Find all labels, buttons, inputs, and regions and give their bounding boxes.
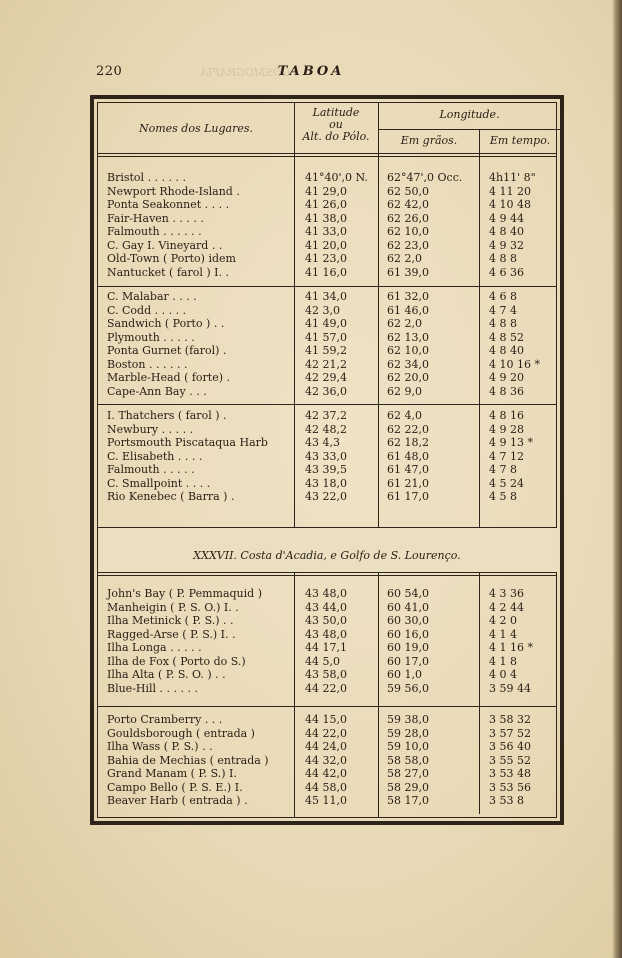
table-row — [98, 171, 560, 184]
longitude-time-value: 4 9 32 — [489, 238, 524, 252]
longitude-degrees-value: 60 41,0 — [387, 600, 429, 614]
longitude-degrees-value: 62 26,0 — [387, 211, 429, 225]
place-name: Falmouth . . . . . . — [107, 225, 202, 238]
place-name: Marble-Head ( forte) . — [107, 371, 231, 384]
place-name: Cape-Ann Bay . . . — [107, 384, 207, 398]
table-row — [98, 385, 560, 398]
longitude-degrees-value: 62°47',0 Occ. — [387, 171, 463, 184]
table-row — [98, 436, 560, 449]
place-name: Old-Town ( Porto) idem — [107, 252, 236, 265]
longitude-degrees-value: 59 10,0 — [387, 740, 429, 753]
latitude-value: 45 11,0 — [305, 794, 347, 807]
latitude-value: 43 48,0 — [305, 627, 347, 641]
place-name: Newbury . . . . . — [107, 422, 194, 436]
place-name: Newport Rhode-Island . — [107, 184, 240, 198]
place-name: C. Codd . . . . . — [107, 303, 187, 317]
latitude-value: 43 48,0 — [305, 587, 347, 600]
longitude-time-value: 3 53 48 — [489, 767, 531, 780]
longitude-time-value: 4 5 8 — [489, 490, 517, 503]
longitude-degrees-value: 60 16,0 — [387, 627, 429, 641]
table-row — [98, 767, 560, 780]
section-rule-bottom-double — [98, 575, 556, 576]
table-row — [98, 682, 560, 695]
longitude-degrees-value: 60 19,0 — [387, 641, 429, 654]
section-rule-bottom — [98, 572, 556, 573]
longitude-time-value: 3 56 40 — [489, 740, 531, 753]
place-name: Fair-Haven . . . . . — [107, 211, 204, 225]
latitude-value: 44 32,0 — [305, 753, 347, 767]
table-row — [98, 628, 560, 641]
latitude-value: 43 58,0 — [305, 668, 347, 681]
latitude-value: 42 21,2 — [305, 357, 347, 371]
table-row — [98, 450, 560, 463]
longitude-degrees-value: 62 10,0 — [387, 225, 429, 238]
place-name: Boston . . . . . . — [107, 357, 188, 371]
latitude-value: 42 3,0 — [305, 303, 340, 317]
longitude-degrees-value: 58 58,0 — [387, 753, 429, 767]
latitude-value: 42 37,2 — [305, 409, 347, 422]
table-row — [98, 727, 560, 740]
place-name: Beaver Harb ( entrada ) . — [107, 794, 248, 807]
place-name: John's Bay ( P. Pemmaquid ) — [107, 587, 262, 600]
place-name: Ragged-Arse ( P. S.) I. . — [107, 627, 236, 641]
bleed-through-text: COSMOGRAFIA — [200, 66, 291, 79]
longitude-time-value: 4 8 36 — [489, 384, 524, 398]
latitude-value: 44 58,0 — [305, 780, 347, 794]
longitude-degrees-value: 60 1,0 — [387, 668, 422, 681]
longitude-degrees-value: 60 17,0 — [387, 654, 429, 668]
latitude-value: 44 22,0 — [305, 726, 347, 740]
table-row — [98, 331, 560, 344]
place-name: C. Malabar . . . . — [107, 290, 197, 303]
latitude-value: 43 33,0 — [305, 449, 347, 463]
table-frame — [90, 95, 564, 825]
longitude-time-value: 3 58 32 — [489, 713, 531, 726]
header-latitude — [294, 107, 378, 143]
longitude-degrees-value: 61 39,0 — [387, 265, 429, 279]
latitude-value: 41°40',0 N. — [305, 171, 368, 184]
longitude-degrees-value: 62 34,0 — [387, 357, 429, 371]
table-row — [98, 198, 560, 211]
place-name: Ilha Alta ( P. S. O. ) . . — [107, 668, 226, 681]
latitude-value: 41 20,0 — [305, 238, 347, 252]
longitude-time-value: 4h11' 8" — [489, 171, 536, 184]
group-rule-1 — [98, 286, 556, 287]
place-name: Porto Cramberry . . . — [107, 713, 223, 726]
longitude-time-value: 4 8 52 — [489, 330, 524, 344]
latitude-value: 44 15,0 — [305, 713, 347, 726]
longitude-degrees-value: 62 10,0 — [387, 344, 429, 357]
longitude-time-value: 4 9 20 — [489, 371, 524, 384]
table-row — [98, 212, 560, 225]
group-rule-2 — [98, 404, 556, 405]
latitude-value: 41 33,0 — [305, 225, 347, 238]
longitude-time-value: 3 57 52 — [489, 726, 531, 740]
place-name: Rio Kenebec ( Barra ) . — [107, 490, 235, 503]
longitude-time-value: 4 6 36 — [489, 265, 524, 279]
table-inner-border — [97, 102, 557, 818]
table-row — [98, 290, 560, 303]
place-name: I. Thatchers ( farol ) . — [107, 409, 227, 422]
latitude-value: 41 34,0 — [305, 290, 347, 303]
latitude-value: 43 18,0 — [305, 476, 347, 490]
latitude-value: 44 5,0 — [305, 654, 340, 668]
longitude-time-value: 4 9 13 * — [489, 436, 533, 449]
longitude-time-value: 4 2 44 — [489, 600, 524, 614]
latitude-value: 44 22,0 — [305, 681, 347, 695]
longitude-time-value: 4 9 28 — [489, 422, 524, 436]
latitude-value: 41 49,0 — [305, 317, 347, 330]
place-name: C. Elisabeth . . . . — [107, 449, 203, 463]
latitude-value: 41 57,0 — [305, 330, 347, 344]
table-row — [98, 317, 560, 330]
header-rule-double — [98, 156, 556, 157]
table-row — [98, 358, 560, 371]
table-row — [98, 371, 560, 384]
longitude-degrees-value: 62 18,2 — [387, 436, 429, 449]
longitude-degrees-value: 61 32,0 — [387, 290, 429, 303]
longitude-degrees-value: 62 22,0 — [387, 422, 429, 436]
longitude-degrees-value: 59 38,0 — [387, 713, 429, 726]
table-row — [98, 601, 560, 614]
latitude-value: 42 36,0 — [305, 384, 347, 398]
latitude-value: 43 44,0 — [305, 600, 347, 614]
header-latitude-line1: Latitude — [312, 106, 360, 119]
longitude-degrees-value: 61 47,0 — [387, 463, 429, 476]
header-lon-time: Em tempo. — [489, 134, 551, 147]
longitude-time-value: 4 7 12 — [489, 449, 524, 463]
latitude-value: 43 39,5 — [305, 463, 347, 476]
place-name: Ponta Gurnet (farol) . — [107, 344, 227, 357]
table-row — [98, 490, 560, 503]
table-row — [98, 185, 560, 198]
longitude-time-value: 4 1 8 — [489, 654, 517, 668]
section-title: XXXVII. Costa d'Acadia, e Golfo de S. Lourenço. — [193, 549, 461, 562]
latitude-value: 41 38,0 — [305, 211, 347, 225]
longitude-time-value: 3 59 44 — [489, 681, 531, 695]
longitude-time-value: 3 55 52 — [489, 753, 531, 767]
longitude-degrees-value: 60 30,0 — [387, 614, 429, 627]
longitude-degrees-value: 61 48,0 — [387, 449, 429, 463]
latitude-value: 43 22,0 — [305, 490, 347, 503]
longitude-degrees-value: 62 20,0 — [387, 371, 429, 384]
longitude-time-value: 4 7 8 — [489, 463, 517, 476]
header-latitude-line3: Alt. do Pólo. — [302, 130, 370, 143]
latitude-value: 44 17,1 — [305, 641, 347, 654]
table-row — [98, 266, 560, 279]
longitude-degrees-value: 59 56,0 — [387, 681, 429, 695]
latitude-value: 43 4,3 — [305, 436, 340, 449]
longitude-degrees-value: 58 29,0 — [387, 780, 429, 794]
place-name: Bahia de Mechias ( entrada ) — [107, 753, 269, 767]
place-name: Bristol . . . . . . — [107, 171, 187, 184]
latitude-value: 41 23,0 — [305, 252, 347, 265]
place-name: C. Smallpoint . . . . — [107, 476, 211, 490]
longitude-time-value: 4 8 40 — [489, 344, 524, 357]
place-name: Grand Manam ( P. S.) I. — [107, 767, 237, 780]
latitude-value: 42 48,2 — [305, 422, 347, 436]
longitude-time-value: 4 10 48 — [489, 198, 531, 211]
place-name: Campo Bello ( P. S. E.) I. — [107, 780, 243, 794]
longitude-time-value: 4 8 8 — [489, 317, 517, 330]
longitude-degrees-value: 62 2,0 — [387, 252, 422, 265]
page-number: 220 — [96, 64, 123, 79]
longitude-time-value: 4 1 4 — [489, 627, 517, 641]
longitude-time-value: 4 9 44 — [489, 211, 524, 225]
table-row — [98, 781, 560, 794]
table-row — [98, 641, 560, 654]
place-name: Blue-Hill . . . . . . — [107, 681, 199, 695]
longitude-degrees-value: 62 13,0 — [387, 330, 429, 344]
longitude-time-value: 4 2 0 — [489, 614, 517, 627]
latitude-value: 43 50,0 — [305, 614, 347, 627]
longitude-time-value: 4 1 16 * — [489, 641, 533, 654]
table-row — [98, 409, 560, 422]
place-name: Falmouth . . . . . — [107, 463, 195, 476]
table-row — [98, 477, 560, 490]
longitude-degrees-value: 61 21,0 — [387, 476, 429, 490]
table-row — [98, 713, 560, 726]
place-name: Ilha Longa . . . . . — [107, 641, 202, 654]
latitude-value: 42 29,4 — [305, 371, 347, 384]
table-row — [98, 423, 560, 436]
longitude-degrees-value: 58 27,0 — [387, 767, 429, 780]
place-name: Sandwich ( Porto ) . . — [107, 317, 225, 330]
page-spine-shadow — [612, 0, 622, 958]
longitude-degrees-value: 61 17,0 — [387, 490, 429, 503]
longitude-time-value: 4 5 24 — [489, 476, 524, 490]
latitude-value: 41 26,0 — [305, 198, 347, 211]
table-row — [98, 225, 560, 238]
longitude-degrees-value: 60 54,0 — [387, 587, 429, 600]
longitude-time-value: 4 7 4 — [489, 303, 517, 317]
table-row — [98, 344, 560, 357]
longitude-time-value: 4 8 40 — [489, 225, 524, 238]
longitude-degrees-value: 58 17,0 — [387, 794, 429, 807]
table-row — [98, 304, 560, 317]
longitude-time-value: 4 11 20 — [489, 184, 531, 198]
table-row — [98, 794, 560, 807]
header-rule — [98, 153, 556, 154]
header-longitude: Longitude. — [439, 108, 500, 121]
table-row — [98, 754, 560, 767]
place-name: Portsmouth Piscataqua Harb — [107, 436, 268, 449]
longitude-degrees-value: 62 23,0 — [387, 238, 429, 252]
latitude-value: 44 24,0 — [305, 740, 347, 753]
longitude-degrees-value: 62 50,0 — [387, 184, 429, 198]
longitude-degrees-value: 62 42,0 — [387, 198, 429, 211]
running-head: TABOA — [277, 64, 345, 79]
longitude-time-value: 4 6 8 — [489, 290, 517, 303]
table-row — [98, 740, 560, 753]
place-name: C. Gay I. Vineyard . . — [107, 238, 223, 252]
longitude-time-value: 4 3 36 — [489, 587, 524, 600]
table-row — [98, 668, 560, 681]
longitude-degrees-value: 61 46,0 — [387, 303, 429, 317]
table-row — [98, 252, 560, 265]
header-names: Nomes dos Lugares. — [138, 122, 254, 135]
longitude-degrees-value: 59 28,0 — [387, 726, 429, 740]
longitude-time-value: 4 8 8 — [489, 252, 517, 265]
latitude-value: 41 29,0 — [305, 184, 347, 198]
longitude-degrees-value: 62 2,0 — [387, 317, 422, 330]
latitude-value: 41 59,2 — [305, 344, 347, 357]
header-latitude-line2: ou — [329, 118, 343, 131]
longitude-degrees-value: 62 9,0 — [387, 384, 422, 398]
place-name: Ilha de Fox ( Porto do S.) — [107, 654, 246, 668]
table-row — [98, 655, 560, 668]
table-row — [98, 239, 560, 252]
header-lon-degrees: Em grãos. — [400, 134, 458, 147]
longitude-degrees-value: 62 4,0 — [387, 409, 422, 422]
place-name: Manheigin ( P. S. O.) I. . — [107, 600, 239, 614]
latitude-value: 44 42,0 — [305, 767, 347, 780]
longitude-time-value: 4 8 16 — [489, 409, 524, 422]
place-name: Ponta Seakonnet . . . . — [107, 198, 230, 211]
place-name: Ilha Metinick ( P. S.) . . — [107, 614, 234, 627]
place-name: Plymouth . . . . . — [107, 330, 195, 344]
longitude-subheader-rule — [379, 129, 560, 130]
place-name: Gouldsborough ( entrada ) — [107, 726, 255, 740]
longitude-time-value: 3 53 8 — [489, 794, 524, 807]
place-name: Ilha Wass ( P. S.) . . — [107, 740, 213, 753]
table-row — [98, 463, 560, 476]
table-row — [98, 587, 560, 600]
longitude-time-value: 4 10 16 * — [489, 357, 540, 371]
latitude-value: 41 16,0 — [305, 265, 347, 279]
longitude-time-value: 4 0 4 — [489, 668, 517, 681]
table-row — [98, 614, 560, 627]
longitude-time-value: 3 53 56 — [489, 780, 531, 794]
group-rule-4 — [98, 706, 556, 707]
place-name: Nantucket ( farol ) I. . — [107, 265, 229, 279]
